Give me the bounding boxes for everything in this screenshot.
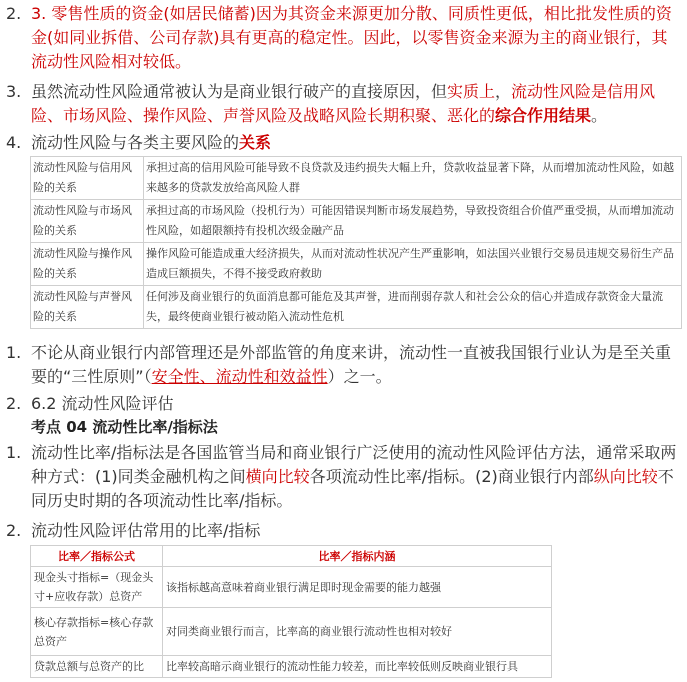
list-number: 3. xyxy=(6,82,22,101)
formula-cell: 贷款总额与总资产的比 xyxy=(31,656,163,678)
table-header-row xyxy=(31,546,552,567)
relation-desc-cell: 任何涉及商业银行的负面消息都可能危及其声誉，进而削弱存款人和社会公众的信心并造成存款资金大量流失，最终使商业银行被动陷入流动性危机 xyxy=(144,286,682,329)
formula-cell: 现金头寸指标=（现金头寸+应收存款）总资产 xyxy=(31,567,163,608)
relation-desc-cell: 操作风险可能造成重大经济损失，从而对流动性状况产生严重影响，如法国兴业银行交易员违规交易衍生产品造成巨额损失，不得不接受政府救助 xyxy=(144,243,682,286)
list-number: 2. xyxy=(6,394,22,413)
list-item-ratio-method xyxy=(0,441,687,513)
formula-cell: 核心存款指标=核心存款总资产 xyxy=(31,608,163,656)
table-row xyxy=(31,243,682,286)
list-item-section-6-2 xyxy=(0,392,687,416)
indicator-table xyxy=(30,545,552,678)
list-number: 2. xyxy=(6,521,22,540)
risk-relation-table xyxy=(30,156,682,329)
list-item-retail-funding xyxy=(0,2,687,74)
table-row xyxy=(31,567,552,608)
risk-relations-heading: 流动性风险与各类主要风险的关系 xyxy=(31,133,272,152)
ratio-method-text: 流动性比率/指标法是各国监管当局和商业银行广泛使用的流动性风险评估方法，通常采取两种方式：(1)同类金融机构之间横向比较各项流动性比率/指标。(2)商业银行内部纵向比较不同历史时期的各项流动性比率/指标。 xyxy=(31,443,677,510)
meaning-cell: 对同类商业银行而言，比率高的商业银行流动性也相对较好 xyxy=(163,608,552,656)
relation-name-cell: 流动性风险与信用风险的关系 xyxy=(31,157,144,200)
list-number: 2. xyxy=(6,4,22,23)
list-item-liquidity-cause xyxy=(0,80,687,128)
table-row xyxy=(31,656,552,678)
list-item-risk-relations xyxy=(0,131,687,155)
relation-name-cell: 流动性风险与声誉风险的关系 xyxy=(31,286,144,329)
section-title: 6.2 流动性风险评估 xyxy=(31,394,174,413)
list-item-three-principles xyxy=(0,341,687,389)
relation-desc-cell: 承担过高的市场风险（投机行为）可能因错误判断市场发展趋势，导致投资组合价值严重受损，从而增加流动性风险，如超限额持有投机次级金融产品 xyxy=(144,200,682,243)
column-header-meaning: 比率／指标内涵 xyxy=(163,546,552,567)
table-row xyxy=(31,286,682,329)
table-row xyxy=(31,200,682,243)
list-item-common-ratios xyxy=(0,519,687,543)
list-number: 1. xyxy=(6,443,22,462)
list-number: 1. xyxy=(6,343,22,362)
exam-point-heading: 考点 04 流动性比率/指标法 xyxy=(31,418,218,436)
relation-desc-cell: 承担过高的信用风险可能导致不良贷款及违约损失大幅上升，贷款收益显著下降，从而增加流动性风险，如越来越多的贷款发放给高风险人群 xyxy=(144,157,682,200)
relation-name-cell: 流动性风险与操作风险的关系 xyxy=(31,243,144,286)
column-header-formula: 比率／指标公式 xyxy=(31,546,163,567)
retail-funding-text: 3. 零售性质的资金(如居民储蓄)因为其资金来源更加分散、同质性更低，相比批发性质的资金(如同业拆借、公司存款)具有更高的稳定性。因此，以零售资金来源为主的商业银行，其流动性风险相对较低。 xyxy=(31,4,672,71)
three-principles-text: 不论从商业银行内部管理还是外部监管的角度来讲，流动性一直被我国银行业认为是至关重要的“三性原则”（安全性、流动性和效益性）之一。 xyxy=(31,343,672,386)
liquidity-cause-text: 虽然流动性风险通常被认为是商业银行破产的直接原因，但实质上，流动性风险是信用风险、市场风险、操作风险、声誉风险及战略风险长期积聚、恶化的综合作用结果。 xyxy=(31,82,656,125)
meaning-cell: 比率较高暗示商业银行的流动性能力较差，而比率较低则反映商业银行具 xyxy=(163,656,552,678)
common-ratios-heading: 流动性风险评估常用的比率/指标 xyxy=(31,521,261,540)
relation-name-cell: 流动性风险与市场风险的关系 xyxy=(31,200,144,243)
three-principles-link: 安全性、流动性和效益性 xyxy=(151,367,328,386)
meaning-cell: 该指标越高意味着商业银行满足即时现金需要的能力越强 xyxy=(163,567,552,608)
table-row xyxy=(31,157,682,200)
list-number: 4. xyxy=(6,133,22,152)
table-row xyxy=(31,608,552,656)
